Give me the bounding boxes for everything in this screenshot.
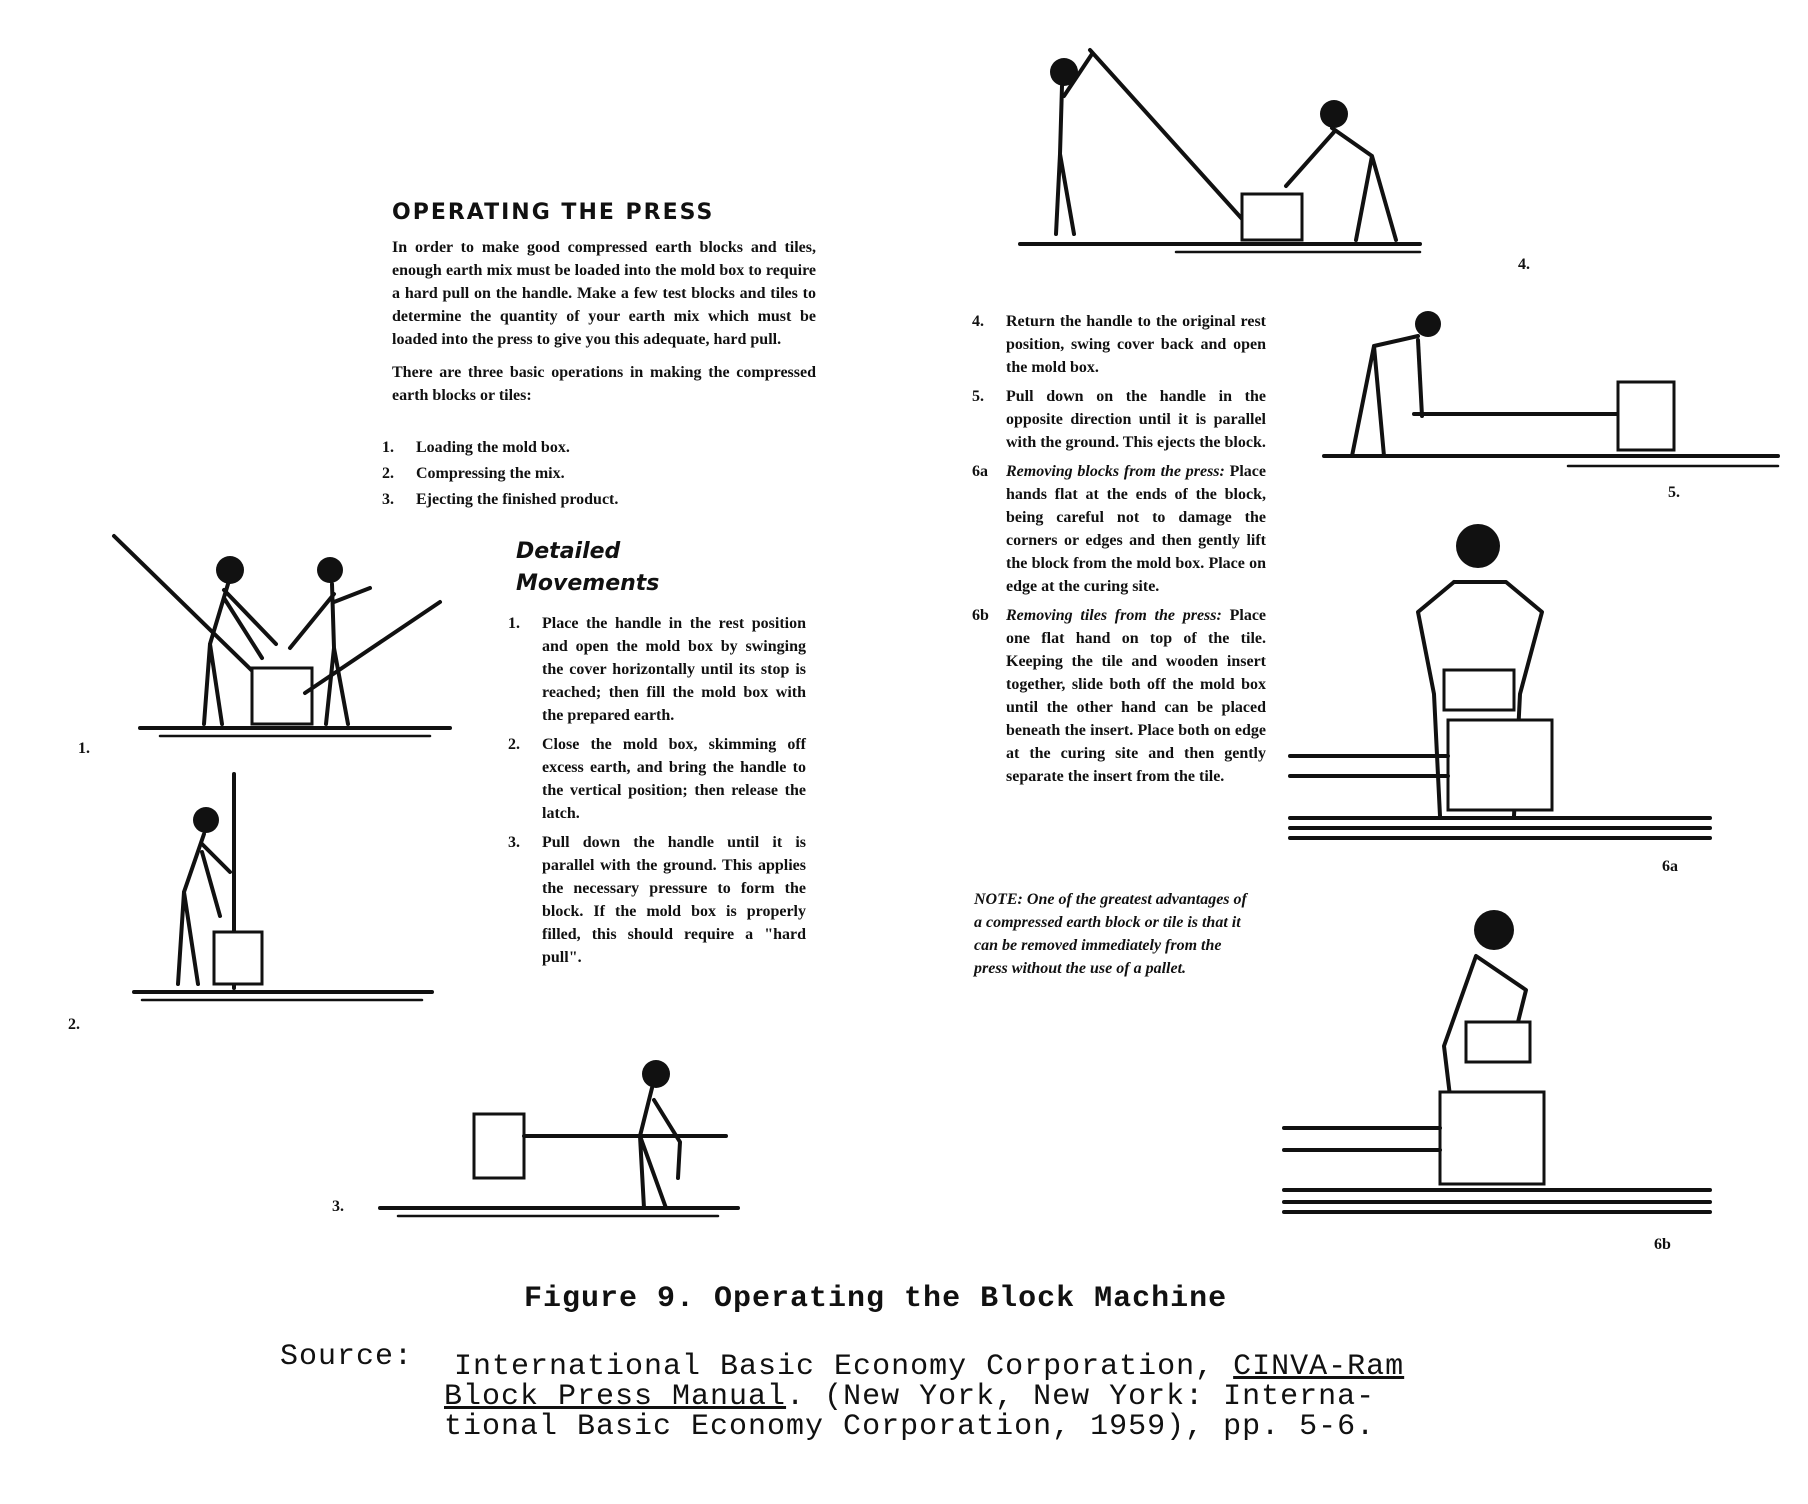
figure-6b-illustration [1280,896,1720,1216]
section-title: OPERATING THE PRESS [392,200,715,225]
list-item: 1. Loading the mold box. [382,439,570,456]
figure-6a-label: 6a [1662,858,1678,875]
figure-3-label: 3. [332,1198,344,1215]
list-item: 2. Compressing the mix. [382,465,565,482]
source-line-2: Block Press Manual. (New York, New York: Interna- [444,1380,1376,1414]
figure-3-illustration [378,1048,758,1224]
figure-6b-label: 6b [1654,1236,1671,1253]
source-label: Source: [280,1340,414,1374]
source-line-1: International Basic Economy Corporation, CINVA-Ram [454,1350,1405,1384]
source-title-part-a: CINVA-Ram [1233,1350,1405,1384]
figure-2-illustration [122,768,442,1008]
figure-2-label: 2. [68,1016,80,1033]
detailed-steps-left [508,612,806,975]
source-title-part-b: Block Press Manual [444,1380,787,1414]
intro-paragraph: There are three basic operations in making the compressed earth blocks or tiles: [392,364,816,404]
figure-4-illustration [1016,44,1436,254]
figure-1-label: 1. [78,740,90,757]
figure-4-label: 4. [1518,256,1530,273]
note-text: NOTE: One of the greatest advantages of a compressed earth block or tile is that it can be removed immediately from the press without the use of a pallet. [974,891,1247,977]
list-item: 2. Close the mold box, skimming off excess earth, and bring the handle to the vertical position; then release the latch. [508,736,806,822]
detailed-heading: Detailed Movements [516,539,660,596]
list-item: 5. Pull down on the handle in the opposite direction until it is parallel with the ground. This ejects the block. [972,388,1266,451]
intro-block [392,236,816,417]
basic-operations-list [382,436,682,514]
list-item: 3. Ejecting the finished product. [382,491,619,508]
list-item: 1. Place the handle in the rest position and open the mold box by swinging the cover horizontally until its stop is reached; then fill the mold box with the prepared earth. [508,615,806,724]
source-line-3: tional Basic Economy Corporation, 1959), pp. 5-6. [444,1410,1376,1444]
list-item: 6a Removing blocks from the press: Place hands flat at the ends of the block, being careful not to damage the corners or edges and then gently lift the block from the mold box. Place on edge at the curing site. [972,463,1266,595]
figure-5-label: 5. [1668,484,1680,501]
list-item: 3. Pull down the handle until it is parallel with the ground. This applies the necessary pressure to form the block. If the mold box is properly filled, this should require a "hard pull". [508,834,806,966]
figure-caption: Figure 9. Operating the Block Machine [524,1282,1228,1316]
list-item: 6b Removing tiles from the press: Place one flat hand on top of the tile. Keeping the tile and wooden insert together, slide both off the mold box until the other hand can be placed beneath the insert. Place both on edge at the curing site and then gently separate the insert from the tile. [972,607,1267,785]
intro-paragraph: In order to make good compressed earth blocks and tiles, enough earth mix must be loaded into the mold box to require a hard pull on the handle. Make a few test blocks and tiles to determine the quantity of your earth mix which must be loaded into the press to give you this adequate, hard pull. [392,239,816,348]
figure-1-illustration [100,528,460,748]
list-item: 4. Return the handle to the original rest position, swing cover back and open the mold box. [972,313,1266,376]
figure-6a-illustration [1280,516,1720,840]
detailed-steps-right [972,310,1266,794]
figure-5-illustration [1318,306,1786,476]
